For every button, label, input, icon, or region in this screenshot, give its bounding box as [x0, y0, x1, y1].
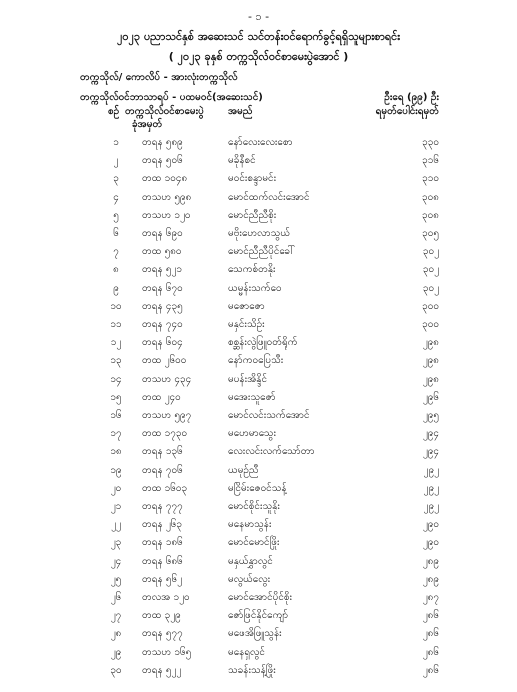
row-roll: တသဟ ၁၆၅ — [142, 646, 192, 658]
row-no: ၇ — [113, 246, 119, 258]
row-marks: ၃၁၆ — [422, 155, 439, 167]
row-roll: တထ ၁၀၄၈ — [142, 173, 188, 185]
subject-line: တက္ကသိုလ်ဝင်ဘာသာရပ် - ပထမဝင်(အဆေးသင်) — [80, 92, 263, 103]
row-no: ၂၄ — [110, 555, 122, 567]
row-marks: ၂၈၆ — [422, 628, 439, 640]
table-row — [0, 135, 517, 149]
table-row — [0, 281, 517, 295]
row-no: ၁၂ — [110, 337, 122, 349]
row-marks: ၃၁၀ — [422, 173, 439, 185]
row-name: မနှင်းသိဉ်း — [228, 319, 265, 330]
row-marks: ၃၀၀ — [422, 319, 439, 330]
row-marks: ၂၉၄ — [422, 446, 439, 458]
university-line: တက္ကသိုလ်/ ကောလိပ် - အားလုံးတက္ကသိုလ် — [80, 72, 238, 83]
row-roll: တရန ၆၉၀ — [142, 228, 183, 239]
document-subtitle: ( ၂၀၂၃ ခုနှစ် တက္ကသိုလ်ဝင်စာမေးပွဲအောင် ) — [168, 50, 349, 63]
row-name: မောင်ညီညီပိုင်ခေါ် — [228, 246, 295, 258]
table-row — [0, 244, 517, 258]
row-roll: တရန ၅၆၂ — [142, 573, 182, 585]
row-roll: တထ ၅၈၀ — [142, 246, 182, 258]
row-no: ၁၈ — [110, 446, 122, 458]
table-row — [0, 499, 517, 513]
row-marks: ၂၉၂ — [423, 482, 439, 494]
row-roll: တရန ၅၀၆ — [142, 155, 183, 167]
table-row — [0, 463, 517, 477]
table-row — [0, 626, 517, 640]
row-name: မအေးသူဇော် — [228, 391, 276, 403]
row-marks: ၃၀၂ — [422, 246, 439, 258]
row-marks: ၂၉၆ — [422, 391, 439, 403]
table-row — [0, 390, 517, 404]
row-marks: ၂၈၆ — [422, 664, 439, 676]
row-no: ၆ — [113, 228, 119, 239]
row-name: မောင်မောင်ဖြိုး — [228, 537, 280, 549]
row-no: ၁၅ — [110, 391, 122, 403]
row-roll: တရန ၄၃၅ — [142, 300, 183, 312]
row-marks: ၂၉၅ — [422, 410, 439, 421]
table-row — [0, 208, 517, 222]
row-roll: တရန ၁၈၆ — [142, 537, 183, 549]
table-row — [0, 645, 517, 659]
row-roll: တသဟ ၄၃၄ — [142, 373, 192, 385]
row-name: စစ္ဆန်းလွဲဖြူဝတ်ရိုက် — [228, 337, 298, 349]
row-name: လေးလင်းလက်သော်တာ — [228, 446, 315, 458]
row-marks: ၂၉၂ — [423, 501, 439, 512]
table-row — [0, 299, 517, 313]
table-row — [0, 572, 517, 586]
table-row — [0, 554, 517, 568]
table-row — [0, 444, 517, 458]
row-marks: ၂၈၉ — [422, 555, 439, 567]
row-name: မနေရှလွင် — [228, 646, 265, 658]
header-no: စဉ် — [108, 106, 120, 117]
row-no: ၁၉ — [110, 464, 122, 476]
row-roll: တရန ၅၂၁ — [142, 264, 182, 276]
row-roll: တထ ၁၆၀၃ — [142, 482, 188, 494]
row-name: မောင်အောင်ပိုင်စိုး — [228, 592, 293, 603]
row-no: ၃၀ — [110, 664, 122, 676]
row-marks: ၂၈၆ — [422, 646, 439, 658]
table-row — [0, 353, 517, 367]
row-roll: တရန ၆၈၆ — [142, 555, 183, 567]
row-roll: တရန ၇၀၆ — [142, 464, 183, 476]
row-name: နော်လေးလေးစော — [228, 137, 293, 148]
row-name: ယမ္မန်းသက်ဝေ — [228, 282, 282, 294]
row-roll: တထ ၁၇၃၀ — [142, 428, 188, 440]
table-row — [0, 317, 517, 331]
row-name: မောင်ထက်လင်းအောင် — [228, 191, 310, 203]
row-name: မဟေမာသွေး — [228, 428, 276, 440]
row-roll: တရန ၅၂၂ — [142, 664, 182, 676]
row-name: သခန်းသန့်ဖြိုး — [228, 664, 276, 676]
row-name: မခိုနီစင် — [228, 155, 256, 167]
row-no: ၁၇ — [110, 428, 122, 440]
header-marks: ရမှတ်ပေါင်းရမှတ် — [375, 106, 439, 117]
row-no: ၈ — [113, 264, 119, 276]
row-no: ၂၂ — [111, 519, 121, 531]
table-row — [0, 171, 517, 185]
table-row — [0, 663, 517, 677]
row-no: ၂၉ — [110, 646, 122, 658]
table-row — [0, 481, 517, 495]
row-marks: ၂၉၂ — [423, 464, 439, 476]
row-name: မငြိမ်းဇေဝင်သန့် — [228, 482, 287, 494]
table-row — [0, 408, 517, 422]
table-row — [0, 426, 517, 440]
row-marks: ၂၈၆ — [422, 610, 439, 622]
row-roll: တထ ၂၆၀၀ — [142, 355, 187, 367]
row-no: ၁၆ — [110, 410, 122, 421]
row-name: မလွယ်လွေး — [228, 573, 271, 585]
row-name: မဖေအိဖြူသွန်း — [228, 628, 282, 640]
row-name: ဇော်ဖြင်နိုင်ကျော် — [228, 610, 289, 622]
row-roll: တရန ၁၃၆ — [142, 446, 183, 458]
row-roll: တရန ၇၄၀ — [142, 319, 183, 330]
row-name: မနေမာသွန်း — [228, 519, 272, 531]
row-marks: ၃၀၈ — [422, 209, 439, 221]
row-no: ၁ — [113, 137, 119, 148]
header-roll-sub: ခုံအမှတ် — [132, 119, 163, 130]
row-marks: ၃၀၂ — [422, 264, 439, 276]
row-name: မဇောဇော — [228, 300, 265, 312]
table-row — [0, 535, 517, 549]
row-name: ယမုဉ်ညီ — [228, 464, 259, 476]
table-row — [0, 590, 517, 604]
row-name: မနှယ်နွှာလွင် — [228, 555, 273, 567]
row-marks: ၂၉၈ — [422, 373, 439, 385]
head-count: ဦးရေ (၉၉) ဦး — [384, 92, 439, 103]
row-no: ၂၀ — [110, 482, 122, 494]
row-roll: တထ ၂၄၀ — [142, 391, 181, 403]
table-row — [0, 517, 517, 531]
row-no: ၂၇ — [110, 610, 122, 622]
row-roll: တရန ၂၆၃ — [142, 519, 182, 531]
row-name: နော်ကဝပြေသီး — [228, 355, 284, 367]
row-marks: ၃၀၀ — [422, 300, 439, 312]
row-marks: ၂၈၇ — [422, 592, 439, 603]
row-marks: ၂၉၈ — [422, 337, 439, 349]
row-marks: ၃၀၂ — [422, 282, 439, 294]
row-no: ၂၃ — [110, 537, 122, 549]
header-roll: တက္ကသိုလ်ဝင်စာမေးပွဲ — [125, 106, 204, 117]
table-row — [0, 153, 517, 167]
table-row — [0, 372, 517, 386]
row-no: ၂၈ — [110, 628, 122, 640]
row-no: ၁၁ — [110, 319, 122, 330]
row-name: မောင်လင်းသက်အောင် — [228, 410, 310, 421]
row-no: ၂၅ — [110, 573, 122, 585]
row-marks: ၂၉၀ — [422, 537, 439, 549]
row-no: ၅ — [113, 209, 119, 221]
header-name: အမည် — [228, 106, 253, 117]
row-no: ၂၆ — [110, 592, 122, 603]
row-name: မဗိုးဟေလာသွယ် — [228, 228, 291, 239]
row-roll: တလအ ၁၂၀ — [142, 592, 190, 603]
table-row — [0, 190, 517, 204]
row-marks: ၃၀၈ — [422, 191, 439, 203]
row-no: ၁၄ — [110, 373, 122, 385]
row-marks: ၂၈၉ — [422, 573, 439, 585]
row-roll: တရန ၅၈၉ — [142, 137, 183, 148]
table-header — [0, 104, 517, 134]
row-roll: တရန ၆၀၄ — [142, 337, 183, 349]
row-no: ၃ — [113, 173, 119, 185]
row-no: ၉ — [113, 282, 119, 294]
row-no: ၂ — [113, 155, 119, 167]
row-roll: တထ ၃၂၉ — [142, 610, 181, 622]
page-number: - ၁ - — [247, 10, 270, 23]
document-title: ၂၀၂၃ ပညာသင်နှစ် အဆေးသင် သင်တန်းဝင်ရောက်ခွင့်ရရှိသူများစာရင်း — [116, 30, 401, 43]
row-roll: တရန ၇၇၇ — [142, 501, 183, 512]
table-row — [0, 262, 517, 276]
row-marks: ၂၉၄ — [422, 428, 439, 440]
row-name: မောင်စိုင်းသူနိုး — [228, 501, 280, 512]
row-name: သေကစ်ဝာနိုး — [228, 264, 276, 276]
table-row — [0, 335, 517, 349]
row-roll: တသဟ ၅၉၇ — [142, 410, 192, 421]
row-no: ၄ — [113, 191, 119, 203]
row-name: မဝင်းစန္ဒာမင်း — [228, 173, 277, 185]
row-name: မပန်းအိန္ဒိင် — [228, 373, 268, 385]
row-roll: တသဟ ၅၉၈ — [142, 191, 192, 203]
row-marks: ၂၉၈ — [422, 355, 439, 367]
row-marks: ၃၀၅ — [422, 228, 439, 239]
row-marks: ၃၃၀ — [422, 137, 439, 148]
table-row — [0, 226, 517, 240]
row-roll: တရန ၅၇၇ — [142, 628, 183, 640]
row-no: ၁၀ — [110, 300, 122, 312]
row-roll: တသဟ ၁၂၀ — [142, 209, 191, 221]
table-row — [0, 608, 517, 622]
row-marks: ၂၉၀ — [422, 519, 439, 531]
row-name: မောင်ညီညီစိုး — [228, 209, 277, 221]
row-roll: တရန ၆၇၀ — [142, 282, 183, 294]
row-no: ၁၃ — [110, 355, 122, 367]
row-no: ၂၁ — [110, 501, 122, 512]
